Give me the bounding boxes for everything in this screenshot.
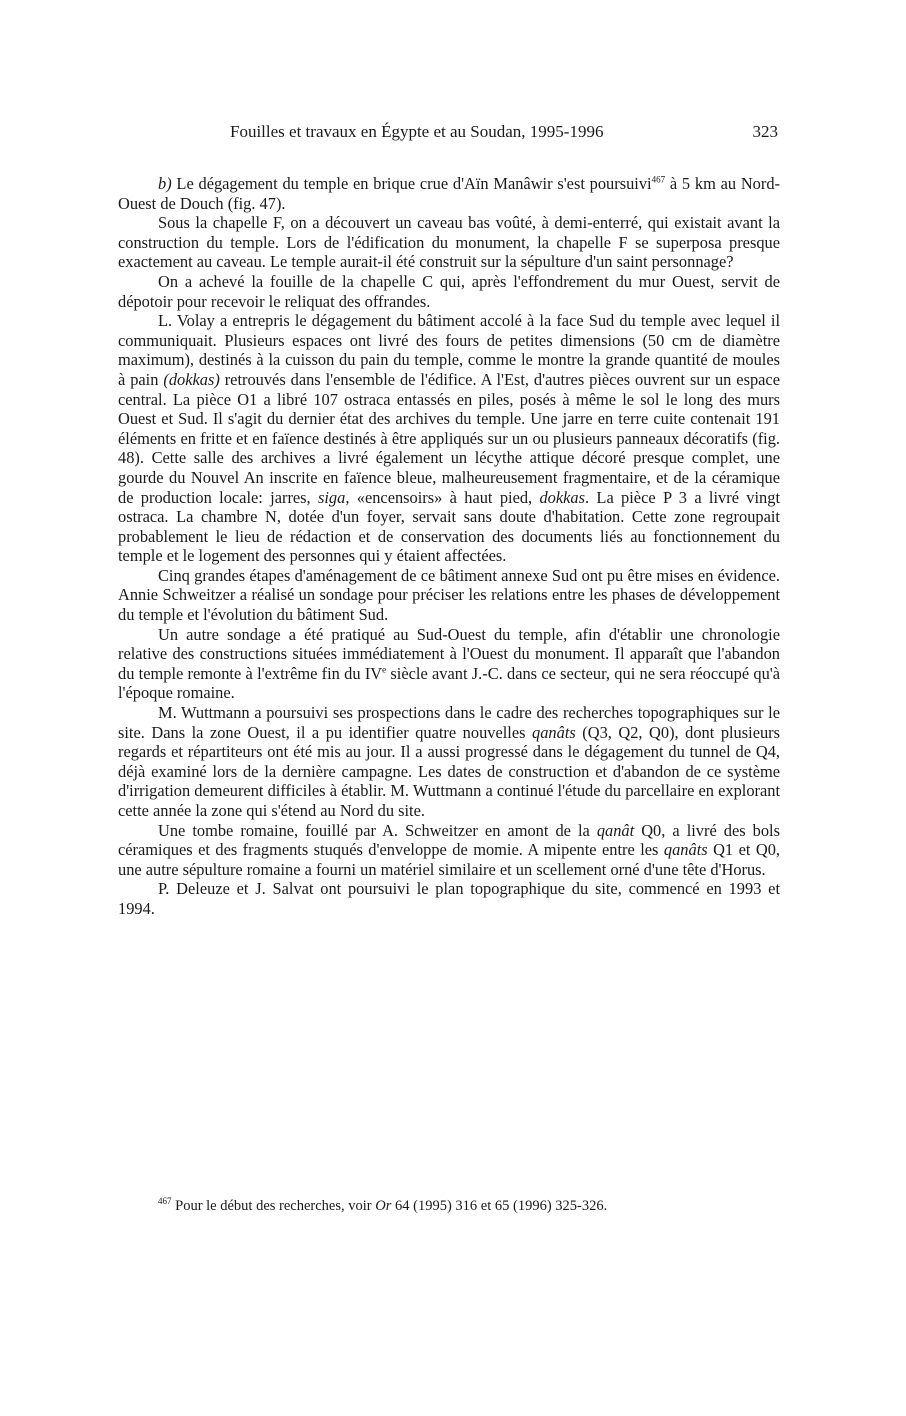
journal-abbrev: Or [375, 1198, 392, 1214]
paragraph-7-text-a: M. Wuttmann a poursuivi ses prospections dans le cadre des recherches topographiques sur le site. Dans la zone Ouest, il a pu identifier quatre nouvelles [118, 703, 780, 742]
paragraph-4-text-a: L. Volay a entrepris le dégagement du bâtiment accolé à la face Sud du temple avec lequel il communiquait. Plusieurs espaces ont livré des fours de petites dimensions (50 cm de diamètre maximum), destinés à la cuisson du pain du temple, comme le montre la grande quantité de moules à pain [118, 311, 780, 389]
paragraph-6-text-b: siècle avant J.-C. dans ce secteur, qui ne sera réoccupé qu'à l'époque romaine. [118, 663, 780, 703]
page-number: 323 [752, 122, 778, 141]
paragraph-2: Sous la chapelle F, on a découvert un caveau bas voûté, à demi-enterré, qui existait avant la construction du temple. Lors de l'édification du monument, la chapelle F se superposa presque exactement au caveau. Le temple aurait-il été construit sur la sépulture d'un saint personnage? [118, 213, 780, 272]
paragraph-3: On a achevé la fouille de la chapelle C qui, après l'effondrement du mur Ouest, servit de dépotoir pour recevoir le reliquat des offrandes. [118, 271, 780, 311]
term-dokkas: dokkas [539, 487, 585, 507]
term-dokkas-parenthetical: (dokkas) [163, 369, 220, 389]
paragraph-5: Cinq grandes étapes d'aménagement de ce bâtiment annexe Sud ont pu être mises en évidence. Annie Schweitzer a réalisé un sondage pour préciser les relations entre les phases de développement du temple et l'évolution du bâtiment Sud. [118, 565, 780, 625]
paragraph-7-text-b: (Q3, Q2, Q0), dont plusieurs regards et répartiteurs ont été mis au jour. Il a aussi progressé dans le dégagement du tunnel de Q4, déjà examiné lors de la dernière campagne. Les dates de construction et d'abandon de ce système d'irrigation demeurent difficiles à établir. M. Wuttmann a continué l'étude du parcellaire en explorant cette année la zone qui s'étend au Nord du site. [118, 722, 780, 820]
paragraph-8-text-b: Q0, a livré des bols céramiques et des fragments stuqués d'enveloppe de momie. A mipente entre les [118, 820, 780, 860]
paragraph-8-text-c: Q1 et Q0, une autre sépulture romaine a fourni un matériel similaire et un scellement orné d'une tête d'Horus. [118, 840, 780, 879]
term-qanats-2: qanâts [663, 840, 708, 860]
running-head [118, 122, 778, 144]
paragraph-4-text-c: , «encensoirs» à haut pied, [345, 487, 540, 507]
term-qanat: qanât [596, 820, 635, 840]
paragraph-1 [118, 174, 780, 213]
paragraph-9: P. Deleuze et J. Salvat ont poursuivi le plan topographique du site, commencé en 1993 et 1994. [118, 879, 780, 918]
paragraph-8-text-a: Une tombe romaine, fouillé par A. Schweitzer en amont de la [158, 820, 597, 840]
paragraph-4-text-b: retrouvés dans l'ensemble de l'édifice. A l'Est, d'autres pièces ouvrent sur un espace central. La pièce O1 a libré 107 ostraca entassés en piles, posés à même le sol le long des murs Ouest et Sud. Il s'agit du dernier état des archives du temple. Une jarre en terre cuite contenait 191 éléments en fritte et en faïence destinés à être appliqués sur un ou plusieurs panneaux décoratifs (fig. 48). Cette salle des archives a livré également un lécythe attique décoré presque complet, une gourde du Nouvel An inscrite en faïence bleue, malheureusement fragmentaire, et de la céramique de production locale: jarres, [118, 369, 780, 507]
paragraph-8 [118, 821, 780, 880]
paragraph-7 [118, 703, 780, 821]
term-qanats: qanâts [532, 722, 576, 742]
running-title: Fouilles et travaux en Égypte et au Soudan, 1995-1996 [230, 122, 604, 141]
footnote-ref-467[interactable]: 467 [651, 174, 666, 185]
footnote-text-b: 64 (1995) 316 et 65 (1996) 325-326. [391, 1198, 608, 1214]
century-superscript: e [382, 664, 387, 675]
footnote-text-a: Pour le début des recherches, voir [171, 1198, 376, 1214]
footnote-number: 467 [158, 1196, 172, 1207]
paragraph-6-text-a: Un autre sondage a été pratiqué au Sud-Ouest du temple, afin d'établir une chronologie relative des constructions situées immédiatement à l'Ouest du monument. Il apparaît que l'abandon du temple remonte à l'extrême fin du IV [118, 624, 780, 683]
paragraph-1-text-a: Le dégagement du temple en brique crue d'Aïn Manâwir s'est poursuivi [171, 174, 652, 193]
term-siga: siga [318, 487, 346, 507]
body-text [118, 174, 780, 919]
paragraph-4-text-d: . La pièce P 3 a livré vingt ostraca. La chambre N, dotée d'un foyer, servait sans doute d'habitation. Cette zone regroupait probablement le lieu de rédaction et de conservation des documents liés au fonctionnement du temple et le logement des personnes qui y étaient affectées. [118, 487, 780, 566]
paragraph-4 [118, 311, 780, 566]
paragraph-1-text-b: à 5 km au Nord-Ouest de Douch (fig. 47). [118, 174, 780, 213]
footnote-467 [118, 1197, 780, 1215]
section-label: b) [158, 174, 172, 193]
paragraph-6 [118, 625, 780, 703]
